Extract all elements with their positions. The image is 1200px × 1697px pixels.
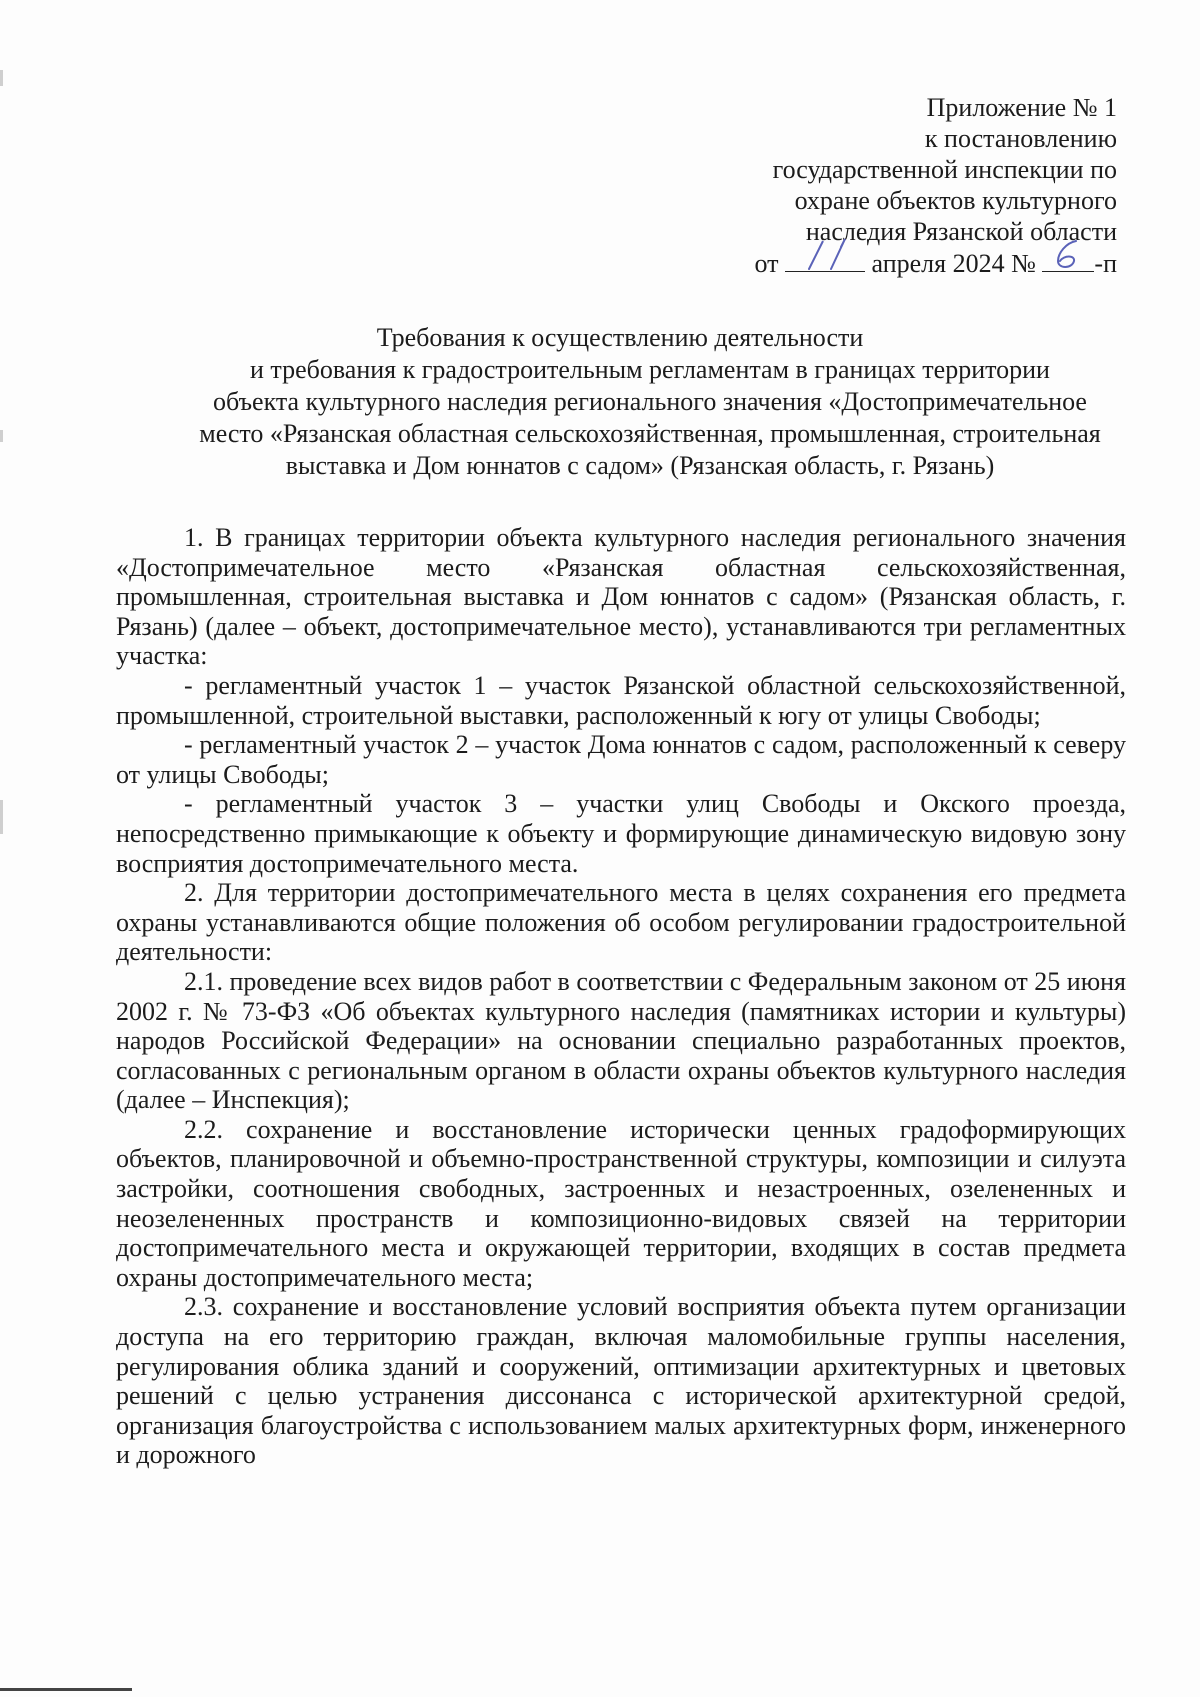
decree-date-line [557,247,1117,279]
paragraph-1: 1. В границах территории объекта культурного наследия регионального значения «Достопримечательное место «Рязанская областная сельскохозяйственная, промышленная, строительная выставка и Дом юннатов с садом» (Рязанская область, г. Рязань) (далее – объект, достопримечательное место), устанавливаются три регламентных участка: [116,523,1126,671]
regulation-plot-1: - регламентный участок 1 – участок Рязанской областной сельскохозяйственной, промышленной, строительной выставки, расположенный к югу от улицы Свободы; [116,670,1126,730]
paragraph-2-3: 2.3. сохранение и восстановление условий восприятия объекта путем организации доступа на его территорию граждан, включая маломобильные группы населения, регулирования облика зданий и сооружений, оптимизации архитектурных и цветовых решений с целью устранения диссонанса с исторической архитектурной средой, организация благоустройства с использованием малых архитектурных форм, инженерного и дорожного [116,1292,1126,1470]
handwritten-day [785,247,865,272]
regulation-plot-3: - регламентный участок 3 – участки улиц Свободы и Окского проезда, непосредственно примыкающие к объекту и формирующие динамическую видовую зону восприятия достопримечательного места. [116,789,1126,878]
handwritten-number [1042,247,1094,272]
from-label: от [754,249,779,278]
title-line: Требования к осуществлению деятельности [376,323,864,352]
appendix-header [557,92,1117,279]
paragraph-2-1: 2.1. проведение всех видов работ в соответствии с Федеральным законом от 25 июня 2002 г. № 73-ФЗ «Об объектах культурного наследия (памятниках истории и культуры) народов Российской Федерации» на основании специально разработанных проектов, согласованных с региональным органом в области охраны объектов культурного наследия (далее – Инспекция); [116,966,1126,1115]
title-line: и требования к градостроительным регламентам в границах территории [250,355,1050,384]
regulation-plot-2: - регламентный участок 2 – участок Дома юннатов с садом, расположенный к северу от улицы Свободы; [116,730,1126,789]
title-line: выставка и Дом юннатов с садом» (Рязанская область, г. Рязань) [285,451,995,480]
number-suffix: -п [1094,249,1117,278]
handwritten-day-ink [785,235,865,273]
scan-bottom-mark [0,1688,132,1691]
date-month-year: апреля 2024 [871,249,1005,278]
scan-edge-mark [0,800,3,834]
scan-edge-mark [0,70,3,86]
header-line: охране объектов культурного [794,186,1117,215]
title-line: объекта культурного наследия регионального значения «Достопримечательное [213,387,1087,416]
paragraph-2-2: 2.2. сохранение и восстановление исторически ценных градоформирующих объектов, планировочной и объемно-пространственной структуры, композиции и силуэта застройки, соотношения свободных, застроенных и незастроенных, озелененных и неозелененных пространств и композиционно-видовых связей на территории достопримечательного места и окружающей территории, входящих в состав предмета охраны достопримечательного места; [116,1114,1126,1292]
document-body [116,523,1126,1470]
handwritten-number-ink [1042,235,1094,273]
header-line: наследия Рязанской области [805,217,1117,246]
header-line: государственной инспекции по [772,155,1117,184]
header-line: к постановлению [924,124,1117,153]
document-title [120,322,1120,482]
title-line: место «Рязанская областная сельскохозяйственная, промышленная, строительная [199,419,1101,448]
scan-edge-mark [0,430,3,442]
appendix-number: Приложение № 1 [926,93,1117,122]
paragraph-2: 2. Для территории достопримечательного места в целях сохранения его предмета охраны устанавливаются общие положения об особом регулировании градостроительной деятельности: [116,878,1126,967]
number-sign: № [1011,249,1036,278]
